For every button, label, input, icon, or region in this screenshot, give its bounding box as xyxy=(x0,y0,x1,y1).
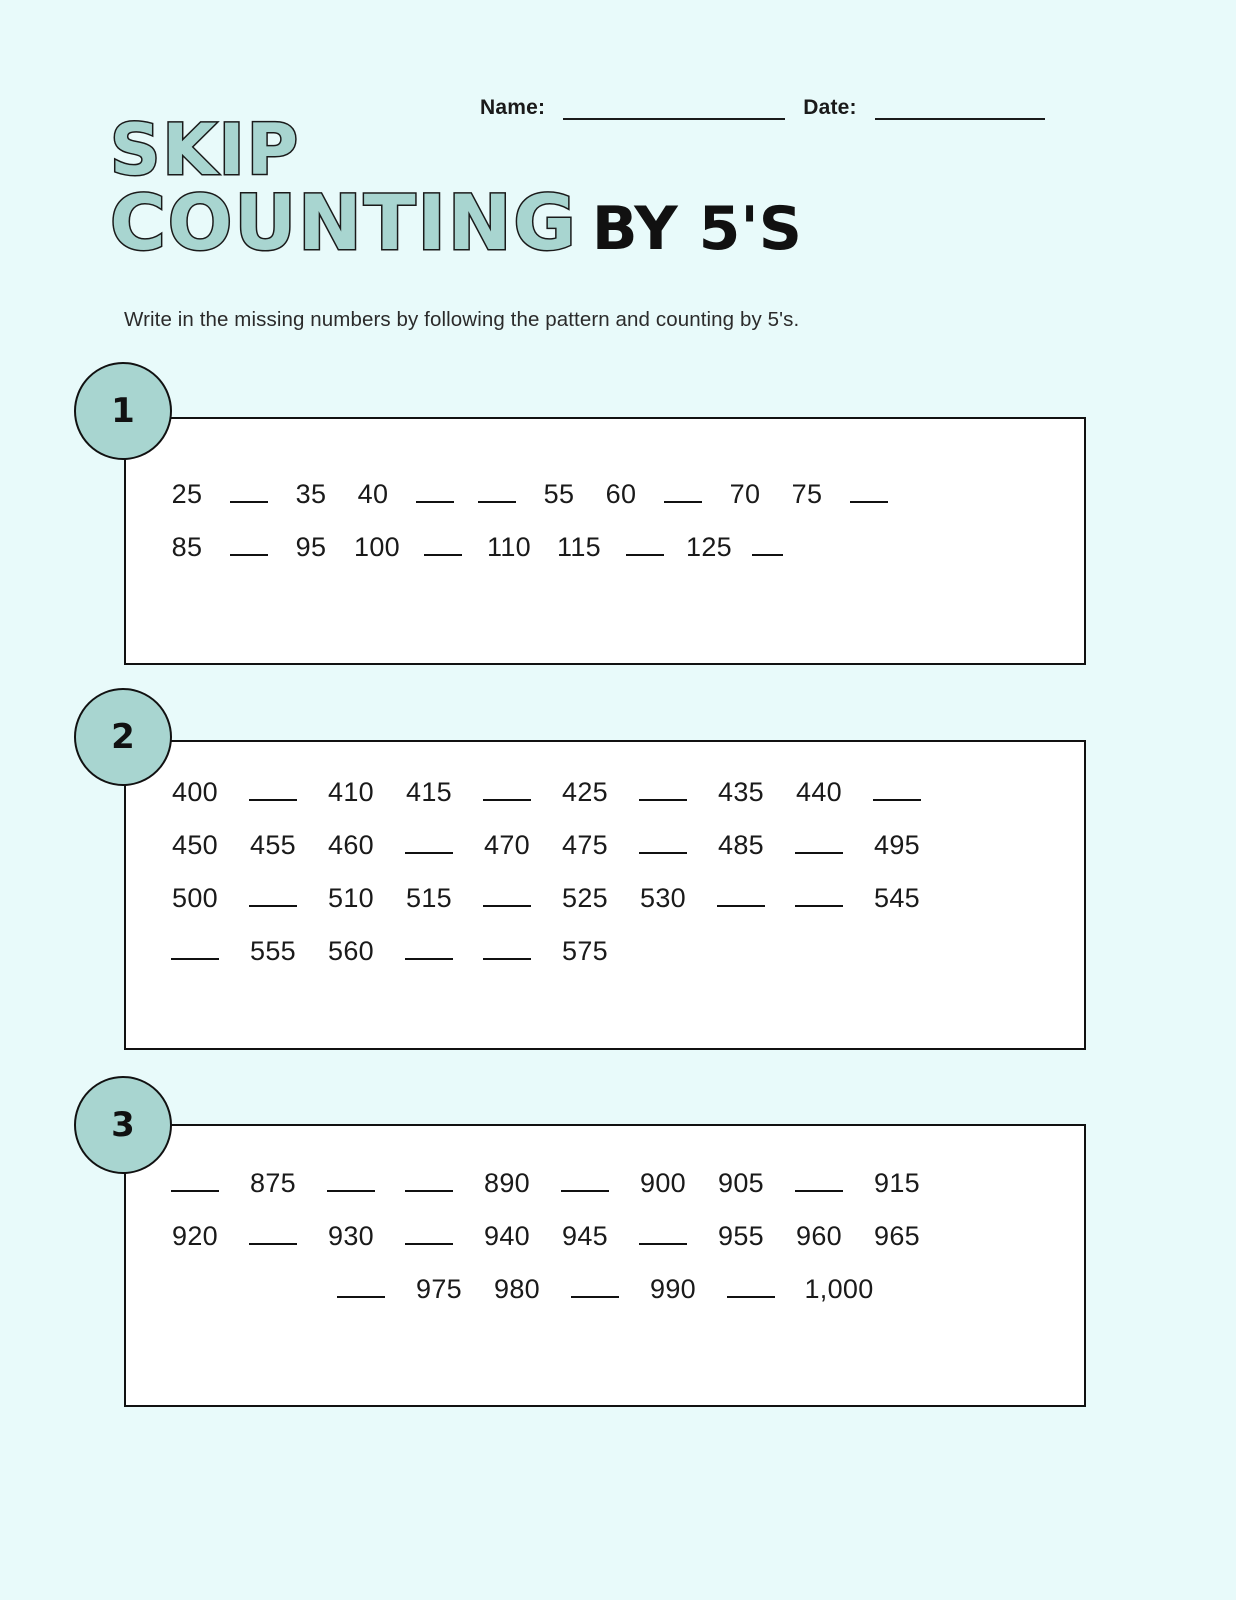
answer-blank-line[interactable] xyxy=(795,885,843,907)
sequence-number xyxy=(312,830,390,861)
exercise-badge-1: 1 xyxy=(74,362,172,460)
answer-blank[interactable] xyxy=(468,777,546,808)
sequence-number xyxy=(234,936,312,967)
sequence-number-text: 525 xyxy=(562,883,608,913)
sequence-number-text: 905 xyxy=(718,1168,764,1198)
sequence-number-text: 960 xyxy=(796,1221,842,1251)
sequence-number xyxy=(312,936,390,967)
number-sequence-row xyxy=(126,830,1084,861)
sequence-number xyxy=(156,479,218,510)
sequence-number xyxy=(156,830,234,861)
title-line-2-solid: BY 5'S xyxy=(591,194,802,265)
sequence-number-text: 75 xyxy=(791,479,823,509)
answer-blank[interactable] xyxy=(546,1168,624,1199)
exercise-3-rows xyxy=(126,1168,1084,1327)
page-title xyxy=(110,109,1110,268)
sequence-number-text: 940 xyxy=(484,1221,530,1251)
sequence-number-text: 945 xyxy=(562,1221,608,1251)
sequence-number-text: 85 xyxy=(171,532,203,562)
answer-blank[interactable] xyxy=(312,1168,390,1199)
number-sequence-row xyxy=(126,532,1084,563)
answer-blank[interactable] xyxy=(156,1168,234,1199)
answer-blank[interactable] xyxy=(780,883,858,914)
answer-blank[interactable] xyxy=(838,479,900,510)
sequence-number xyxy=(156,883,234,914)
answer-blank[interactable] xyxy=(780,830,858,861)
sequence-number xyxy=(342,532,412,563)
sequence-number xyxy=(702,830,780,861)
sequence-number-text: 455 xyxy=(250,830,296,860)
sequence-number-text: 435 xyxy=(718,777,764,807)
sequence-number-text: 55 xyxy=(543,479,575,509)
answer-blank[interactable] xyxy=(712,1274,790,1305)
answer-blank[interactable] xyxy=(614,532,676,563)
sequence-number xyxy=(702,777,780,808)
answer-blank[interactable] xyxy=(742,532,792,563)
number-sequence-row xyxy=(126,1221,1084,1252)
sequence-number xyxy=(156,1221,234,1252)
sequence-number xyxy=(280,479,342,510)
answer-blank[interactable] xyxy=(322,1274,400,1305)
sequence-number xyxy=(468,830,546,861)
sequence-number-text: 930 xyxy=(328,1221,374,1251)
sequence-number-text: 415 xyxy=(406,777,452,807)
sequence-number-text: 510 xyxy=(328,883,374,913)
sequence-number-text: 425 xyxy=(562,777,608,807)
sequence-number xyxy=(474,532,544,563)
answer-blank-line[interactable] xyxy=(639,779,687,801)
answer-blank[interactable] xyxy=(234,777,312,808)
sequence-number xyxy=(858,1168,936,1199)
sequence-number-text: 485 xyxy=(718,830,764,860)
sequence-number-text: 975 xyxy=(416,1274,462,1304)
sequence-number-text: 35 xyxy=(295,479,327,509)
answer-blank-line[interactable] xyxy=(717,885,765,907)
answer-blank[interactable] xyxy=(412,532,474,563)
sequence-number-text: 890 xyxy=(484,1168,530,1198)
name-input-line[interactable] xyxy=(563,100,785,120)
sequence-number xyxy=(544,532,614,563)
number-sequence-row xyxy=(126,1274,1084,1305)
answer-blank-line[interactable] xyxy=(483,938,531,960)
exercise-box-1 xyxy=(124,417,1086,665)
answer-blank-line[interactable] xyxy=(405,832,453,854)
answer-blank[interactable] xyxy=(234,883,312,914)
answer-blank-line[interactable] xyxy=(795,1170,843,1192)
sequence-number-text: 400 xyxy=(172,777,218,807)
sequence-number xyxy=(342,479,404,510)
answer-blank-line[interactable] xyxy=(483,885,531,907)
answer-blank[interactable] xyxy=(390,1221,468,1252)
sequence-number xyxy=(858,883,936,914)
answer-blank-line[interactable] xyxy=(249,1223,297,1245)
answer-blank[interactable] xyxy=(466,479,528,510)
answer-blank[interactable] xyxy=(780,1168,858,1199)
answer-blank-line[interactable] xyxy=(405,938,453,960)
sequence-number-text: 560 xyxy=(328,936,374,966)
answer-blank-line[interactable] xyxy=(230,534,268,556)
sequence-number-text: 500 xyxy=(172,883,218,913)
exercise-box-2 xyxy=(124,740,1086,1050)
sequence-number-text: 100 xyxy=(354,532,400,562)
answer-blank[interactable] xyxy=(156,936,234,967)
sequence-number-text: 440 xyxy=(796,777,842,807)
name-label: Name: xyxy=(480,96,546,119)
sequence-number-text: 980 xyxy=(494,1274,540,1304)
answer-blank-line[interactable] xyxy=(327,1170,375,1192)
number-sequence-row xyxy=(126,479,1084,510)
number-sequence-row xyxy=(126,1168,1084,1199)
answer-blank[interactable] xyxy=(624,777,702,808)
answer-blank-line[interactable] xyxy=(873,779,921,801)
sequence-number-text: 555 xyxy=(250,936,296,966)
answer-blank[interactable] xyxy=(390,1168,468,1199)
answer-blank[interactable] xyxy=(652,479,714,510)
sequence-number xyxy=(478,1274,556,1305)
answer-blank-line[interactable] xyxy=(405,1223,453,1245)
number-sequence-row xyxy=(126,883,1084,914)
sequence-number xyxy=(546,1221,624,1252)
answer-blank-line[interactable] xyxy=(639,1223,687,1245)
sequence-number xyxy=(528,479,590,510)
sequence-number-text: 920 xyxy=(172,1221,218,1251)
sequence-number-text: 965 xyxy=(874,1221,920,1251)
sequence-number xyxy=(546,936,624,967)
title-line-1: SKIP xyxy=(110,109,301,191)
sequence-number xyxy=(858,830,936,861)
sequence-number-text: 40 xyxy=(357,479,389,509)
sequence-number-text: 900 xyxy=(640,1168,686,1198)
answer-blank[interactable] xyxy=(404,479,466,510)
sequence-number xyxy=(676,532,742,563)
answer-blank-line[interactable] xyxy=(561,1170,609,1192)
answer-blank-line[interactable] xyxy=(795,832,843,854)
sequence-number xyxy=(468,1168,546,1199)
exercise-badge-2: 2 xyxy=(74,688,172,786)
answer-blank-line[interactable] xyxy=(337,1276,385,1298)
answer-blank-line[interactable] xyxy=(249,885,297,907)
sequence-number xyxy=(156,532,218,563)
sequence-number-text: 125 xyxy=(686,532,732,562)
sequence-number xyxy=(400,1274,478,1305)
sequence-number-text: 495 xyxy=(874,830,920,860)
sequence-number xyxy=(156,777,234,808)
sequence-number xyxy=(234,830,312,861)
sequence-number-text: 25 xyxy=(171,479,203,509)
answer-blank-line[interactable] xyxy=(664,481,702,503)
answer-blank[interactable] xyxy=(858,777,936,808)
sequence-number xyxy=(234,1168,312,1199)
sequence-number-text: 545 xyxy=(874,883,920,913)
sequence-number xyxy=(546,777,624,808)
name-date-header xyxy=(480,96,1045,120)
answer-blank-line[interactable] xyxy=(626,534,664,556)
answer-blank[interactable] xyxy=(468,936,546,967)
sequence-number xyxy=(546,830,624,861)
sequence-number-text: 515 xyxy=(406,883,452,913)
sequence-number-text: 875 xyxy=(250,1168,296,1198)
sequence-number xyxy=(634,1274,712,1305)
sequence-number xyxy=(390,883,468,914)
answer-blank-line[interactable] xyxy=(171,938,219,960)
sequence-number xyxy=(790,1274,888,1305)
number-sequence-row xyxy=(126,777,1084,808)
sequence-number xyxy=(280,532,342,563)
number-sequence-row xyxy=(126,936,1084,967)
sequence-number-text: 95 xyxy=(295,532,327,562)
sequence-number xyxy=(390,777,468,808)
sequence-number-text: 450 xyxy=(172,830,218,860)
exercise-badge-3: 3 xyxy=(74,1076,172,1174)
sequence-number xyxy=(312,883,390,914)
title-line-2-outlined: COUNTING xyxy=(110,178,578,268)
answer-blank-line[interactable] xyxy=(639,832,687,854)
answer-blank-line[interactable] xyxy=(424,534,462,556)
sequence-number-text: 470 xyxy=(484,830,530,860)
date-label: Date: xyxy=(803,96,857,119)
answer-blank[interactable] xyxy=(556,1274,634,1305)
sequence-number xyxy=(312,1221,390,1252)
answer-blank[interactable] xyxy=(390,936,468,967)
sequence-number-text: 410 xyxy=(328,777,374,807)
sequence-number xyxy=(780,777,858,808)
answer-blank[interactable] xyxy=(218,532,280,563)
sequence-number xyxy=(780,1221,858,1252)
sequence-number xyxy=(312,777,390,808)
sequence-number xyxy=(624,883,702,914)
answer-blank[interactable] xyxy=(234,1221,312,1252)
sequence-number-text: 915 xyxy=(874,1168,920,1198)
answer-blank-line[interactable] xyxy=(571,1276,619,1298)
sequence-number-text: 1,000 xyxy=(804,1274,874,1304)
answer-blank-line[interactable] xyxy=(483,779,531,801)
answer-blank-line[interactable] xyxy=(230,481,268,503)
answer-blank-line[interactable] xyxy=(478,481,516,503)
answer-blank-line[interactable] xyxy=(416,481,454,503)
answer-blank[interactable] xyxy=(218,479,280,510)
sequence-number xyxy=(468,1221,546,1252)
answer-blank-line[interactable] xyxy=(727,1276,775,1298)
sequence-number xyxy=(546,883,624,914)
answer-blank-line[interactable] xyxy=(752,534,783,556)
answer-blank-line[interactable] xyxy=(850,481,888,503)
sequence-number-text: 575 xyxy=(562,936,608,966)
exercise-box-3 xyxy=(124,1124,1086,1407)
sequence-number xyxy=(624,1168,702,1199)
sequence-number-text: 530 xyxy=(640,883,686,913)
sequence-number-text: 955 xyxy=(718,1221,764,1251)
sequence-number xyxy=(590,479,652,510)
sequence-number-text: 990 xyxy=(650,1274,696,1304)
sequence-number xyxy=(702,1168,780,1199)
sequence-number-text: 475 xyxy=(562,830,608,860)
exercise-1-rows xyxy=(126,479,1084,585)
sequence-number-text: 460 xyxy=(328,830,374,860)
answer-blank-line[interactable] xyxy=(249,779,297,801)
sequence-number-text: 70 xyxy=(729,479,761,509)
sequence-number-text: 115 xyxy=(557,532,601,562)
sequence-number xyxy=(702,1221,780,1252)
instructions-text: Write in the missing numbers by following the pattern and counting by 5's. xyxy=(124,308,800,331)
answer-blank[interactable] xyxy=(702,883,780,914)
answer-blank[interactable] xyxy=(390,830,468,861)
answer-blank[interactable] xyxy=(624,830,702,861)
sequence-number xyxy=(858,1221,936,1252)
answer-blank-line[interactable] xyxy=(171,1170,219,1192)
sequence-number xyxy=(776,479,838,510)
answer-blank[interactable] xyxy=(468,883,546,914)
sequence-number-text: 60 xyxy=(605,479,637,509)
sequence-number-text: 110 xyxy=(487,532,531,562)
answer-blank-line[interactable] xyxy=(405,1170,453,1192)
exercise-2-rows xyxy=(126,777,1084,989)
date-input-line[interactable] xyxy=(875,100,1045,120)
sequence-number xyxy=(714,479,776,510)
answer-blank[interactable] xyxy=(624,1221,702,1252)
